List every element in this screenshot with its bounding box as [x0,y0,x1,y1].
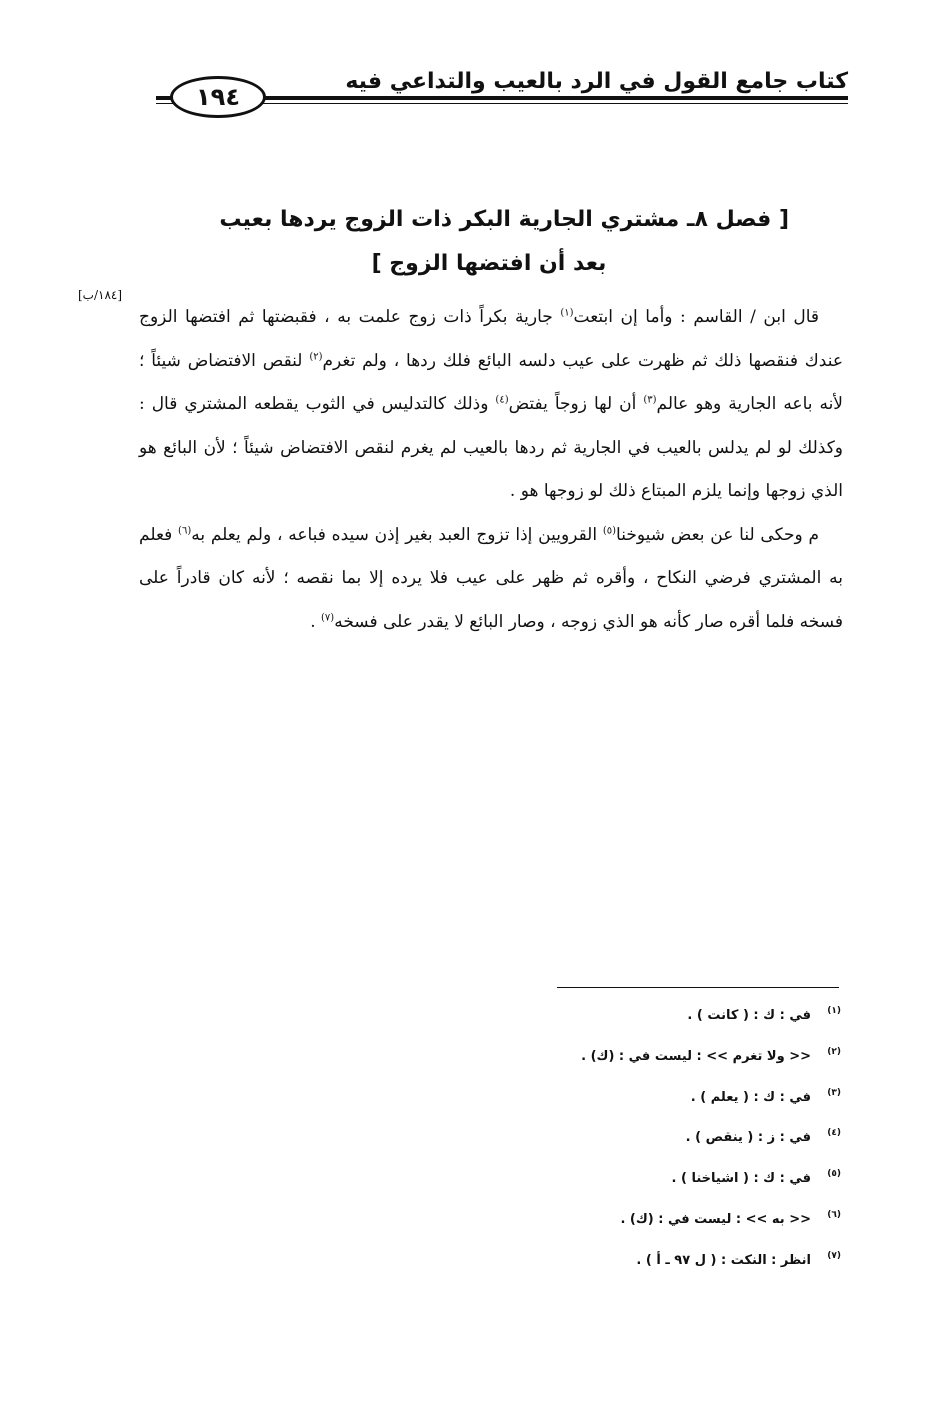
footnote-number: (٤) [827,1128,841,1139]
footnote-ref-2: (٢) [309,350,323,362]
text-run: أن لها زوجاً يفتض [508,394,644,414]
main-text [139,296,843,644]
section-heading-line2: بعد أن افتضها الزوج ] [371,251,607,276]
footnote-ref-1: (١) [560,307,574,319]
footnote-text: << به >> : ليست في : (ك) . [620,1211,811,1227]
footnote-ref-5: (٥) [602,524,617,536]
footnote [341,1208,841,1249]
footnote [341,1249,841,1290]
footnote-text: في : ك : ( اشياخنا ) . [671,1171,811,1187]
text-run: لنقص الافتضاض شيئاً ؛ لأنه باعه الجارية وهو عالم [139,350,844,414]
footnote-text: في : ك : ( كانت ) . [687,1008,811,1023]
footnote [341,1086,841,1127]
text-run: . [310,611,322,632]
running-header [148,70,848,118]
footnote-number: (٧) [827,1250,841,1261]
footnote [341,1126,841,1167]
paragraph-1 [139,296,843,514]
footnote-number: (١) [827,1006,841,1016]
footnote-number: (٥) [827,1169,841,1180]
paragraph-2 [139,514,843,645]
text-run: جارية بكراً ذات زوج علمت به ، فقبضتها ثم افتضها الزوج عندك فنقصها ذلك ثم ظهرت على عيب دلسه البائع فلك ردها ، ولم تغرم [139,307,843,371]
footnote-text: انظر : النكت : ( ل ٩٧ ـ أ ) . [636,1252,811,1268]
footnote-ref-7: (٧) [321,611,335,623]
footnote-ref-3: (٣) [643,394,657,406]
footnote-number: (٢) [827,1046,841,1057]
book-title: كتاب جامع القول في الرد بالعيب والتداعي فيه [337,70,848,94]
footnote [341,1004,841,1045]
footnote-text: في : ك : ( يعلم ) . [690,1089,811,1105]
folio-margin-note: [١٨٤/ب] [78,288,123,302]
text-run: قال ابن / القاسم : وأما إن ابتعت [573,307,819,327]
footnote-text: << ولا تغرم >> : ليست في : (ك) . [581,1048,811,1064]
footnote-text: في : ز : ( ينقص ) . [685,1130,811,1146]
footnote [341,1045,841,1086]
footnote-ref-4: (٤) [495,394,509,406]
text-run: م وحكى لنا عن بعض شيوخنا [616,524,819,545]
section-heading-line1: [ فصل ٨ـ مشتري الجارية البكر ذات الزوج يردها بعيب [219,207,789,232]
text-run: فعلم به المشتري فرضي النكاح ، وأقره ثم ظهر على عيب فلا يرده إلا بما نقصه ؛ لأنه كان قادراً على فسخه فلما أقره صار كأنه هو الذي زوجه ، وصار البائع لا يقدر على فسخه [139,524,843,632]
footnote-separator [557,987,839,988]
footnote-number: (٣) [827,1087,841,1098]
text-run: القرويين إذا تزوج العبد بغير إذن سيده فباعه ، ولم يعلم به [191,524,603,545]
footnote [341,1167,841,1208]
footnotes [341,1004,841,1290]
page-number: ١٩٤ [170,76,266,118]
text-run: وذلك كالتدليس في الثوب يقطعه المشتري قال : وكذلك لو لم يدلس بالعيب في الجارية ثم ردها بالعيب لم يغرم لنقص الافتضاض شيئاً ؛ لأن البائع هو الذي زوجها وإنما يلزم المبتاع ذلك لو زوجها هو . [139,394,843,501]
footnote-ref-6: (٦) [178,524,192,536]
section-heading [189,198,789,286]
footnote-number: (٦) [827,1209,841,1220]
